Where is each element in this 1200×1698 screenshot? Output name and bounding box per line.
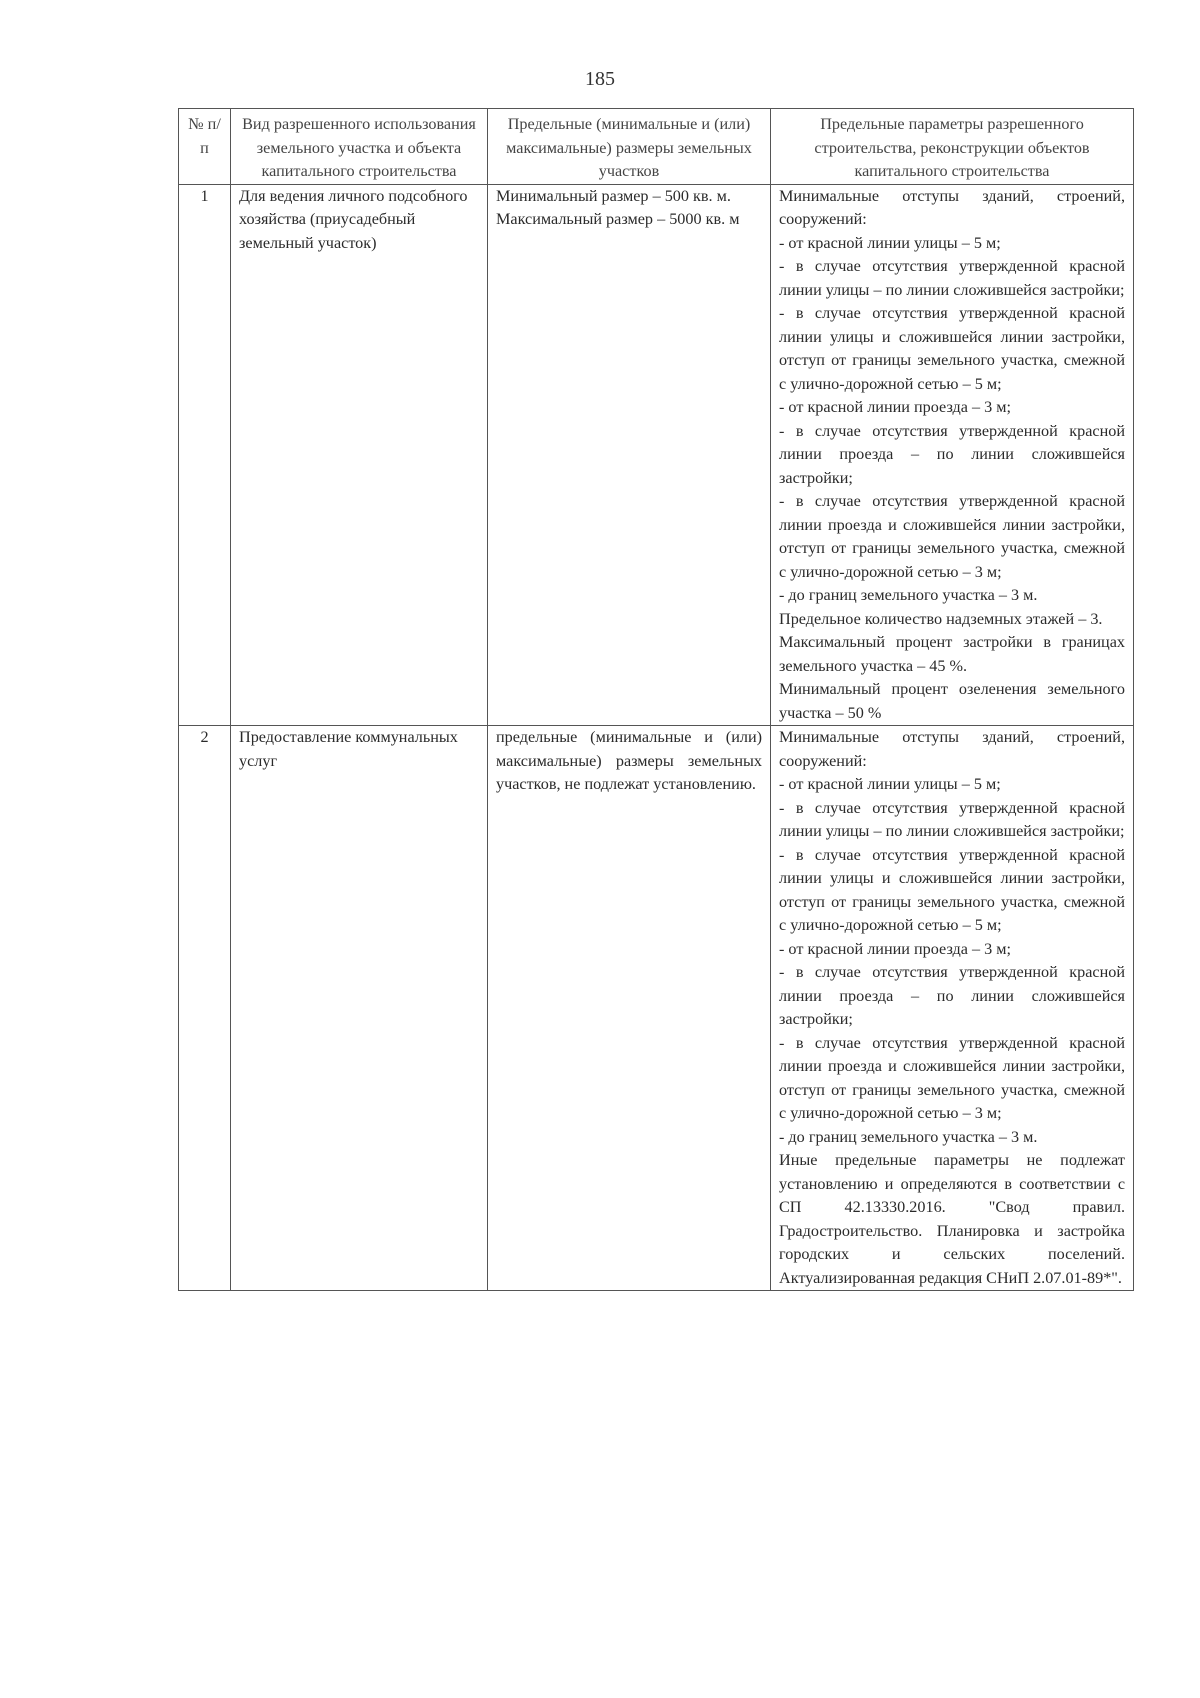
size-line: Минимальный размер – 500 кв. м. (496, 186, 731, 205)
row-permitted-use: Предоставление коммунальных услуг (231, 726, 488, 1291)
param-line: - в случае отсутствия утвержденной красной линии улицы – по линии сложившейся застройки; (779, 257, 1125, 299)
row-construction-params (771, 184, 1134, 726)
param-line: - в случае отсутствия утвержденной красной линии проезда и сложившейся линии застройки, отступ от границы земельного участка, смежной с улично-дорожной сетью – 3 м; (779, 1033, 1125, 1122)
param-line: Иные предельные параметры не подлежат установлению и определяются в соответствии с СП 42.13330.2016. "Свод правил. Градостроительство. Планировка и застройка городских и сельских поселений. Актуализированная редакция СНиП 2.07.01-89*". (779, 1151, 1125, 1287)
param-line: - в случае отсутствия утвержденной красной линии улицы – по линии сложившейся застройки; (779, 798, 1125, 840)
row-construction-params (771, 726, 1134, 1291)
param-line: - в случае отсутствия утвержденной красной линии проезда и сложившейся линии застройки, отступ от границы земельного участка, смежной с улично-дорожной сетью – 3 м; (779, 492, 1125, 581)
table-row (179, 726, 1134, 1291)
param-line: - в случае отсутствия утвержденной красной линии улицы и сложившейся линии застройки, отступ от границы земельного участка, смежной с улично-дорожной сетью – 5 м; (779, 845, 1125, 934)
param-line: - в случае отсутствия утвержденной красной линии проезда – по линии сложившейся застройки; (779, 963, 1125, 1028)
param-line: - в случае отсутствия утвержденной красной линии проезда – по линии сложившейся застройки; (779, 421, 1125, 487)
param-line: Максимальный процент застройки в границах земельного участка – 45 %. (779, 633, 1125, 675)
header-number: № п/п (179, 109, 231, 185)
param-line: - от красной линии улицы – 5 м; (779, 233, 1001, 252)
table-row (179, 184, 1134, 726)
param-line: - до границ земельного участка – 3 м. (779, 586, 1038, 604)
param-line: - в случае отсутствия утвержденной красной линии улицы и сложившейся линии застройки, отступ от границы земельного участка, смежной с улично-дорожной сетью – 5 м; (779, 304, 1125, 393)
param-line: Минимальный процент озеленения земельного участка – 50 % (779, 680, 1125, 722)
param-line: - от красной линии проезда – 3 м; (779, 939, 1012, 958)
param-line: Предельное количество надземных этажей – 3. (779, 609, 1103, 628)
param-line: - от красной линии улицы – 5 м; (779, 775, 1001, 793)
row-number: 2 (179, 726, 231, 1291)
page-number: 185 (585, 68, 615, 90)
table-header-row (179, 109, 1134, 185)
param-line: - до границ земельного участка – 3 м. (779, 1127, 1038, 1146)
size-line: Максимальный размер – 5000 кв. м (496, 210, 740, 228)
header-plot-size: Предельные (минимальные и (или) максимальные) размеры земельных участков (488, 109, 771, 185)
header-permitted-use: Вид разрешенного использования земельного участка и объекта капитального строительства (231, 109, 488, 185)
size-line: предельные (минимальные и (или) максимальные) размеры земельных участков, не подлежат установлению. (496, 728, 762, 793)
header-construction-params: Предельные параметры разрешенного строительства, реконструкции объектов капитального строительства (771, 109, 1134, 185)
row-plot-size (488, 184, 771, 726)
row-plot-size (488, 726, 771, 1291)
param-line: Минимальные отступы зданий, строений, сооружений: (779, 728, 1125, 770)
row-number: 1 (179, 184, 231, 726)
param-line: Минимальные отступы зданий, строений, сооружений: (779, 186, 1125, 228)
row-permitted-use: Для ведения личного подсобного хозяйства (приусадебный земельный участок) (231, 184, 488, 726)
param-line: - от красной линии проезда – 3 м; (779, 398, 1012, 416)
land-use-regulations-table (178, 108, 1134, 1291)
